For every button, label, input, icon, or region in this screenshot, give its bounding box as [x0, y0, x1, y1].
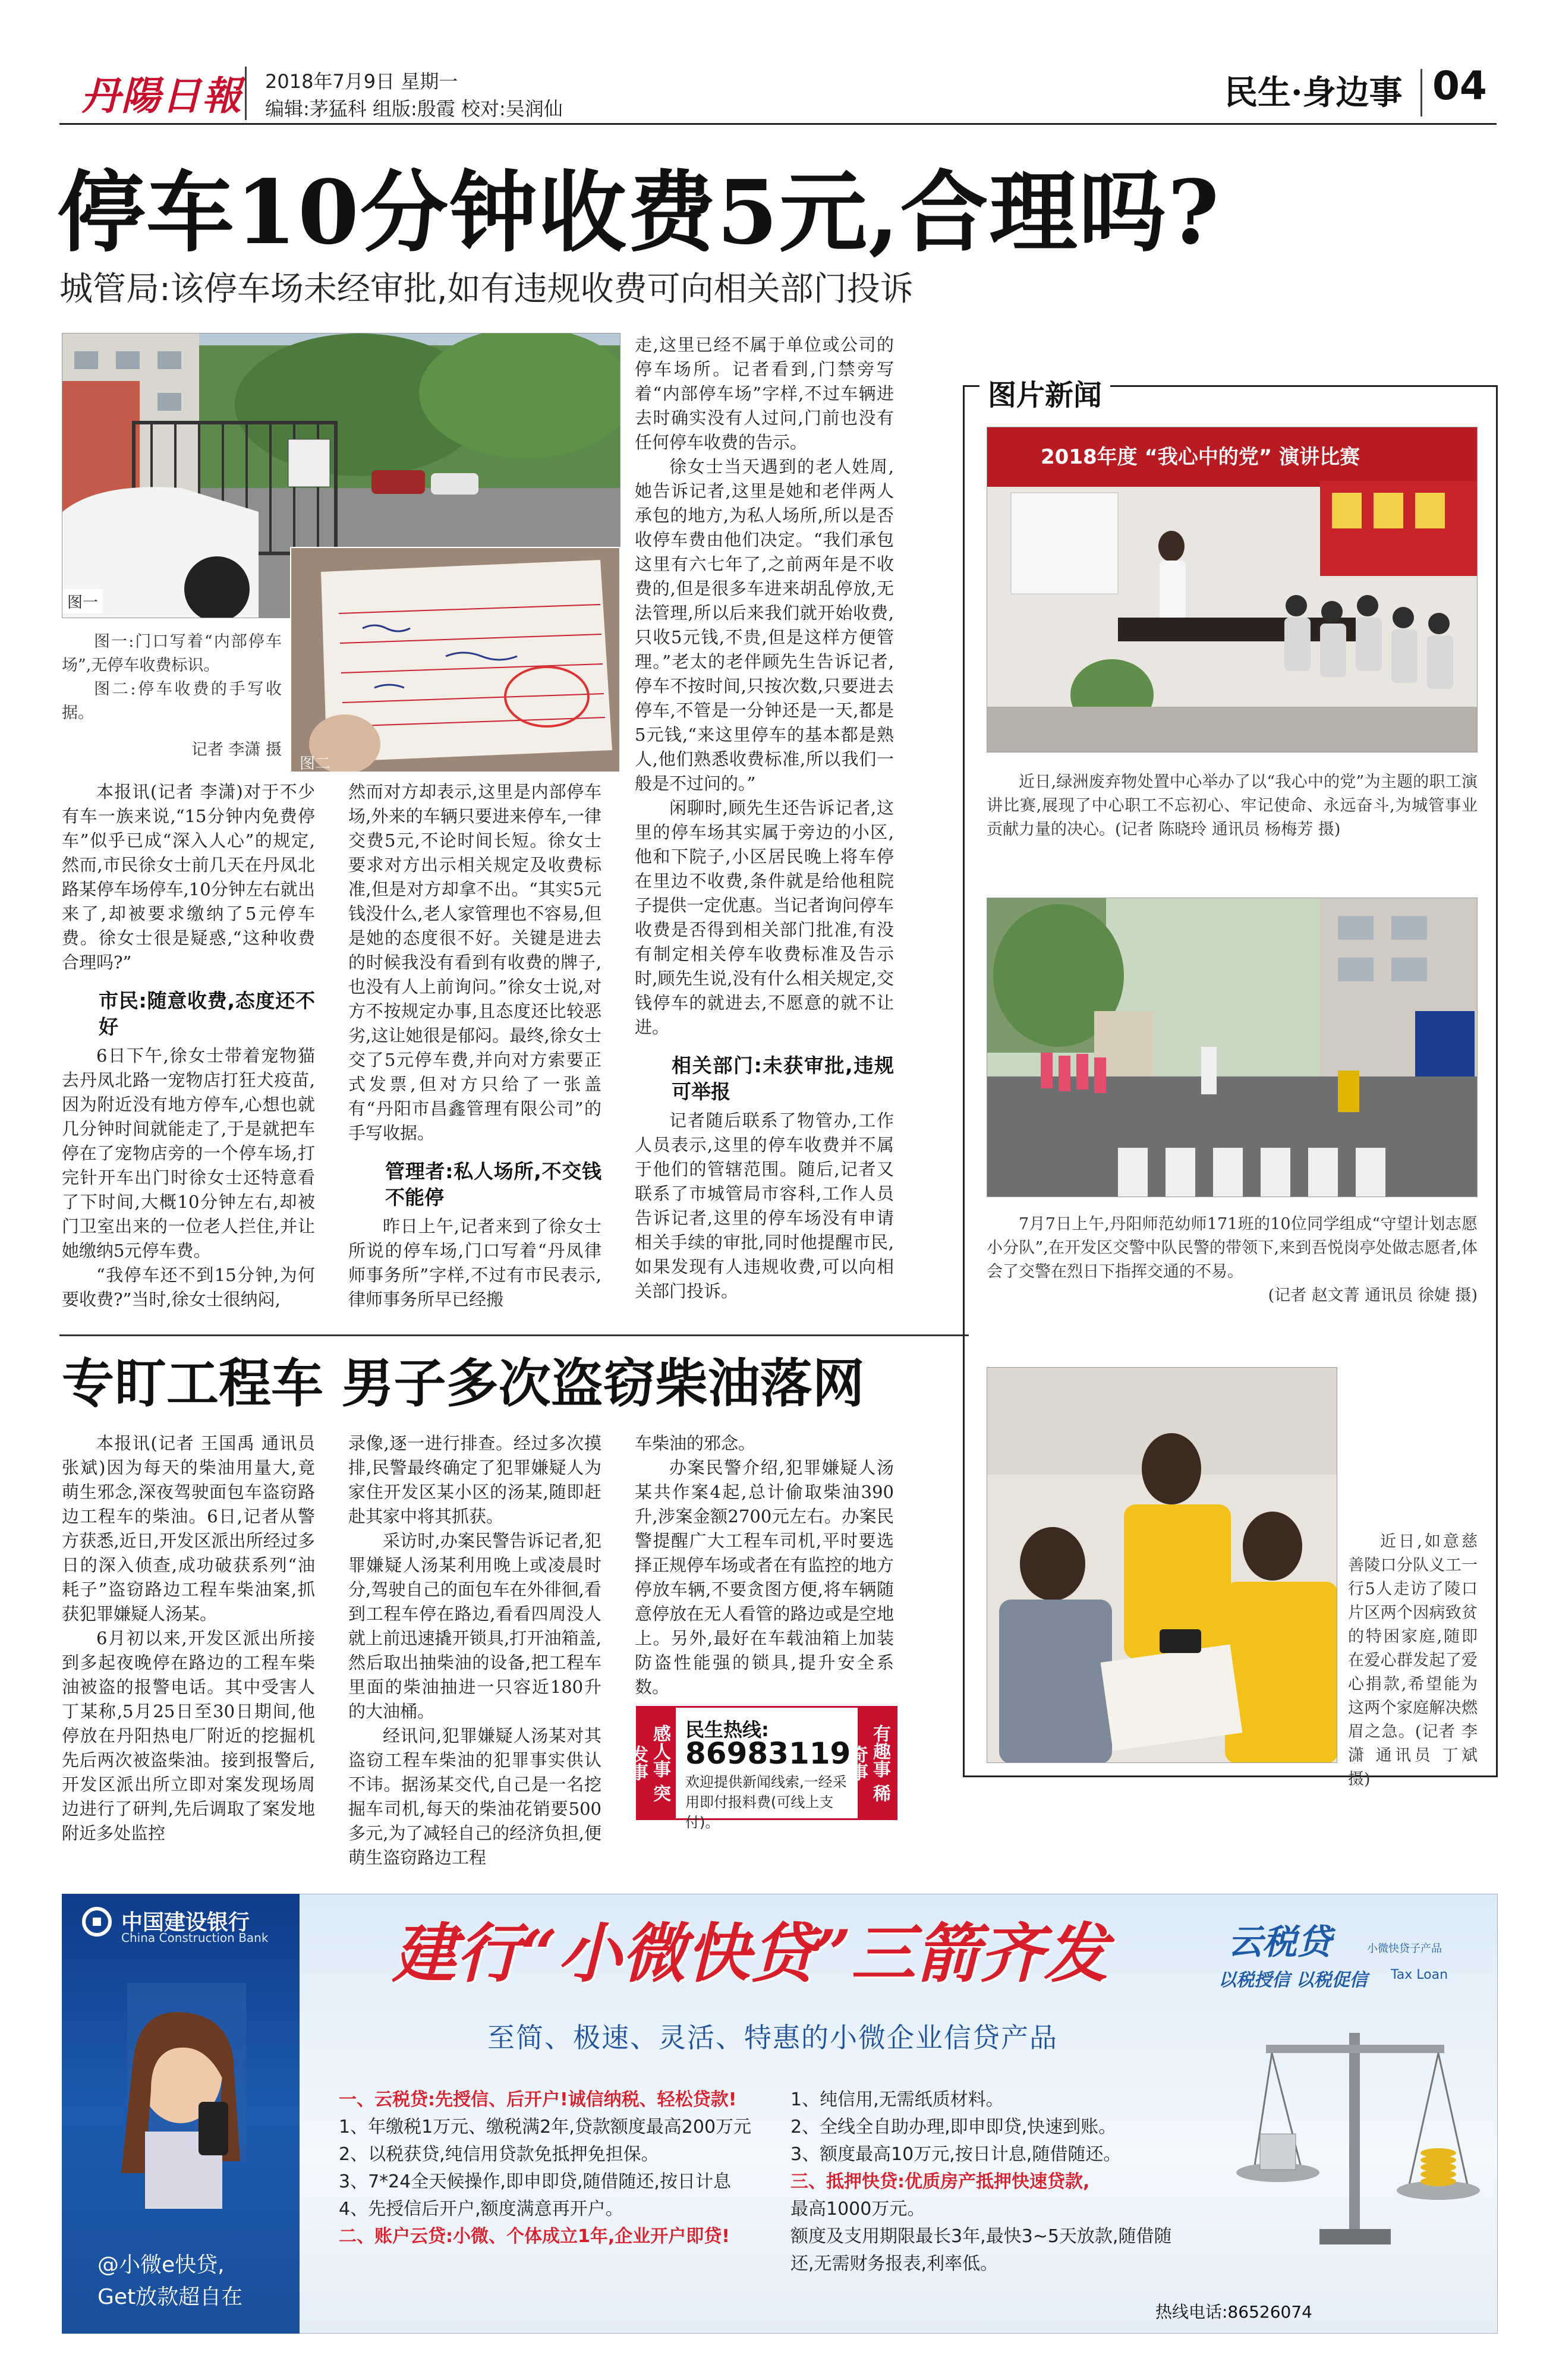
- article-paragraph: 6日下午,徐女士带着宠物猫去丹凤北路一宠物店打狂犬疫苗,因为附近没有地方停车,心想也就几分钟时间就能走了,于是就把车停在了宠物店旁的一个停车场,打完针开车出门时徐女士还特意看了下时间,大概10分钟左右,却被门卫室出来的一位老人拦住,并让她缴纳5元停车费。: [62, 1046, 315, 1261]
- figure-2-caption: 图二:停车收费的手写收据。: [62, 680, 282, 722]
- article-paragraph: 采访时,办案民警告诉记者,犯罪嫌疑人汤某利用晚上或凌晨时分,驾驶自己的面包车在外徘徊,看到工程车停在路边,看看四周没人就上前迅速撬开锁具,打开油箱盖,然后取出抽柴油的设备,把工程车里面的柴油抽进一只容近180升的大油桶。: [348, 1531, 601, 1721]
- article-paragraph: 办案民警介绍,犯罪嫌疑人汤某共作案4起,总计偷取柴油390升,涉案金额2700元左右。办案民警提醒广大工程车司机,平时要选择正规停车场或者在有监控的地方停放车辆,不要贪图方便,将车辆随意停放在无人看管的路边或是空地上。另外,最好在车载油箱上加装防盗性能强的锁具,提升安全系数。: [635, 1457, 894, 1697]
- figure-2-receipt-photo: [290, 547, 620, 773]
- ad-list-item: 一、云税贷:先授信、后开户!诚信纳税、轻松贷款!: [339, 2089, 737, 2110]
- article-paragraph: 本报讯(记者 王国禹 通讯员 张斌)因为每天的柴油用量大,竟萌生邪念,深夜驾驶面包车盗窃路边工程车的柴油。6日,记者从警方获悉,近日,开发区派出所经过多日的深入侦查,成功破获系列“油耗子”盗窃路边工程车柴油案,抓获犯罪嫌疑人汤某。: [62, 1433, 315, 1624]
- hotline-number: 86983119: [685, 1736, 851, 1771]
- article-paragraph: “我停车还不到15分钟,为何要收费?”当时,徐女士很纳闷,: [62, 1265, 315, 1309]
- article-paragraph: 车柴油的邪念。: [635, 1433, 756, 1453]
- ad-list-item: 三、抵押快贷:优质房产抵押快速贷款,: [790, 2171, 1090, 2192]
- balance-scale-illustration: [1218, 2021, 1492, 2271]
- story2-column-1: [62, 1431, 315, 1846]
- story2-top-rule: [59, 1334, 969, 1336]
- hotline-box: [627, 1706, 897, 1831]
- story2-column-2: [348, 1431, 601, 1870]
- ad-list-item: 1、纯信用,无需纸质材料。: [790, 2089, 1004, 2110]
- photo-news-title: 图片新闻: [979, 372, 1110, 413]
- ad-product-tag: 小微快贷子产品: [1367, 1943, 1442, 1955]
- figure-1-label: 图一: [62, 589, 103, 613]
- hotline-title: 民生热线:: [685, 1718, 769, 1741]
- lead-photo-captions: [62, 630, 282, 762]
- article-paragraph: 昨日上午,记者来到了徐女士所说的停车场,门口写着“丹凤律师事务所”字样,不过有市民表示,律师事务所早已经搬: [348, 1216, 601, 1309]
- article-paragraph: 录像,逐一进行排查。经过多次摸排,民警最终确定了犯罪嫌疑人为家住开发区某小区的汤某,随即赶赴其家中将其抓获。: [348, 1433, 601, 1526]
- speech-contest-illustration: [987, 427, 1478, 753]
- story2-column-3: [635, 1431, 894, 1699]
- caption-2-credit: (记者 赵文菁 通讯员 徐婕 摄): [1268, 1286, 1478, 1305]
- newspaper-logo: 丹陽日報: [81, 73, 242, 119]
- ad-list-item: 4、先授信后开户,额度满意再开户。: [339, 2199, 623, 2220]
- article-paragraph: 然而对方却表示,这里是内部停车场,外来的车辆只要进来停车,一律交费5元,不论时间长短。徐女士要求对方出示相关规定及收费标准,但是对方却拿不出。“其实5元钱没什么,老人家管理也不容易,但是她的态度很不好。关键是进去的时候我没有看到有收费的牌子,也没有人上前询问。”徐女士说,对方不按规定办事,且态度还比较恶劣,这让她很是郁闷。最终,徐女士交了5元停车费,并向对方索要正式发票,但对方只给了一张盖有“丹阳市昌鑫管理有限公司”的手写收据。: [348, 782, 601, 1143]
- ad-subline: 至简、极速、灵活、特惠的小微企业信贷产品: [487, 2022, 1058, 2054]
- subheading: 管理者:私人场所,不交钱不能停: [385, 1160, 601, 1209]
- masthead: [0, 0, 1556, 125]
- caption-3-text: 近日,如意慈善陵口分队义工一行5人走访了陵口片区两个因病致贫的特困家庭,随即在爱心群发起了爱心捐款,希望能为这两个家庭解决燃眉之急。(记者 李潇 通讯员 丁斌 摄): [1348, 1532, 1478, 1789]
- ad-list-item: 2、全线全自助办理,即申即贷,快速到账。: [790, 2117, 1117, 2137]
- article-paragraph: 徐女士当天遇到的老人姓周,她告诉记者,这里是她和老伴两人承包的地方,为私人场所,所以是否收停车费由他们决定。“我们承包这里有六七年了,之前两年是不收费的,但是很多车进来胡乱停放,无法管理,所以后来我们就开始收费,只收5元钱,不贵,但是这样方便管理。”老太的老伴顾先生告诉记者,停车不按时间,只按次数,只要进去停车,不管是一分钟还是一天,都是5元钱,“来这里停车的基本都是熟人,他们熟悉收费标准,所以我们一般是不过问的。”: [635, 457, 894, 794]
- ad-headline: 建行“小微快贷”三箭齐发: [392, 1916, 1108, 1991]
- ad-right-list: [790, 2086, 1183, 2278]
- photo-news-caption-1: [987, 770, 1478, 842]
- article-paragraph: 本报讯(记者 李潇)对于不少有车一族来说,“15分钟内免费停车”似乎已成“深入人心”的规定,然而,市民徐女士前几天在丹凤北路某停车场停车,10分钟左右就出来了,却被要求缴纳了5元停车费。徐女士很是疑惑,“这种收费合理吗?”: [62, 782, 315, 972]
- article-paragraph: 经讯问,犯罪嫌疑人汤某对其盗窃工程车柴油的犯罪事实供认不讳。据汤某交代,自己是一名挖掘车司机,每天的柴油花销要500多元,为了减轻自己的经济负担,便萌生盗窃路边工程: [348, 1726, 601, 1868]
- woman-with-phone-illustration: [103, 1983, 258, 2209]
- traffic-volunteers-illustration: [987, 898, 1478, 1197]
- photo-news-image-2: [987, 898, 1478, 1197]
- ad-list-item: 2、以税获贷,纯信用贷款免抵押免担保。: [339, 2144, 659, 2165]
- lead-column-1: [62, 780, 315, 1312]
- figure-2-label: 图二: [300, 755, 331, 773]
- photo-news-image-3: [987, 1367, 1337, 1763]
- masthead-rule: [59, 123, 1497, 125]
- masthead-divider: [245, 67, 247, 120]
- ad-promo-line-1: @小微e快贷,: [97, 2253, 225, 2277]
- article-paragraph: 走,这里已经不属于单位或公司的停车场所。记者看到,门禁旁写着“内部停车场”字样,不过车辆进去时确实没有人过问,门前也没有任何停车收费的告示。: [635, 335, 894, 452]
- article-paragraph: 闲聊时,顾先生还告诉记者,这里的停车场其实属于旁边的小区,他和下院子,小区居民晚上将车停在里边不收费,条件就是给他租院子提供一定优惠。当记者询问停车收费是否得到相关部门批准,有没有制定相关停车收费标准及告示时,顾先生说,没有什么相关规定,交钱停车的就进去,不愿意的就不让进。: [635, 798, 894, 1037]
- hotline-right-tag: 有趣事 稀奇事: [858, 1708, 896, 1818]
- hotline-left-tag: 感人事 突发事: [638, 1708, 676, 1818]
- ad-product-name: 云税贷: [1228, 1922, 1332, 1962]
- ad-product-en: Tax Loan: [1391, 1967, 1448, 1982]
- photo-news-caption-3: [1348, 1530, 1478, 1792]
- section-divider: [1420, 69, 1422, 117]
- ad-list-item: 3、7*24全天候操作,即申即贷,随借随还,按日计息: [339, 2171, 731, 2192]
- figure-credit: 记者 李潇 摄: [191, 741, 282, 759]
- editors-line: 编辑:茅猛科 组版:殷霞 校对:吴润仙: [265, 97, 563, 120]
- hotline-description: 欢迎提供新闻线索,一经采用即付报料费(可线上支付)。: [685, 1774, 847, 1831]
- lead-headline: 停车10分钟收费5元,合理吗?: [57, 160, 1221, 264]
- ccb-logo-icon: [82, 1907, 112, 1937]
- ad-promo-line-2: Get放款超自在: [97, 2285, 243, 2309]
- date-line: 2018年7月9日 星期一: [265, 70, 458, 93]
- receipt-illustration: [291, 548, 620, 773]
- photo-news-caption-2: [987, 1213, 1478, 1308]
- story2-headline: 专盯工程车 男子多次盗窃柴油落网: [62, 1352, 865, 1414]
- ad-list-item: 1、年缴税1万元、缴税满2年,贷款额度最高200万元: [339, 2117, 752, 2137]
- subheading: 市民:随意收费,态度还不好: [99, 989, 315, 1038]
- page-number: 04: [1432, 63, 1487, 109]
- ccb-name-en: China Construction Bank: [121, 1931, 269, 1945]
- ad-product-subline: 以税授信 以税促信: [1218, 1970, 1368, 1991]
- ad-hotline: 热线电话:86526074: [1155, 2302, 1312, 2322]
- article-paragraph: 6月初以来,开发区派出所接到多起夜晚停在路边的工程车柴油被盗的报警电话。其中受害人丁某称,5月25日至30日期间,他停放在丹阳热电厂附近的挖掘机先后两次被盗柴油。接到报警后,开发区派出所立即对案发现场周边进行了研判,先后调取了案发地附近多处监控: [62, 1628, 315, 1843]
- lead-subhead: 城管局:该停车场未经审批,如有违规收费可向相关部门投诉: [59, 270, 914, 308]
- ad-list-item: 3、额度最高10万元,按日计息,随借随还。: [790, 2144, 1122, 2165]
- lead-column-2: [348, 780, 601, 1312]
- caption-1-text: 近日,绿洲废弃物处置中心举办了以“我心中的党”为主题的职工演讲比赛,展现了中心职工不忘初心、牢记使命、永远奋斗,为城管事业贡献力量的决心。(记者 陈晓玲 通讯员 杨梅芳 摄): [987, 773, 1478, 839]
- caption-2-text: 7月7日上午,丹阳师范幼师171班的10位同学组成“守望计划志愿小分队”,在开发区交警中队民警的带领下,来到吾悦岗亭处做志愿者,体会了交警在烈日下指挥交通的不易。: [987, 1215, 1478, 1281]
- volunteer-visit-illustration: [987, 1368, 1337, 1763]
- ccb-name-cn: 中国建设银行: [121, 1910, 250, 1935]
- section-title: 民生·身边事: [1224, 73, 1403, 112]
- figure-1-caption: 图一:门口写着“内部停车场”,无停车收费标识。: [62, 632, 282, 675]
- ad-list-item: 最高1000万元。: [790, 2199, 925, 2220]
- ad-list-item: 额度及支用期限最长3年,最快3~5天放款,随借随还,无需财务报表,利率低。: [790, 2226, 1172, 2274]
- ad-list-item: 二、账户云贷:小微、个体成立1年,企业开户即贷!: [339, 2226, 730, 2247]
- ad-left-banner: [62, 1894, 300, 2334]
- subheading: 相关部门:未获审批,违规可举报: [672, 1054, 894, 1103]
- article-paragraph: 记者随后联系了物管办,工作人员表示,这里的停车收费并不属于他们的管辖范围。随后,记者又联系了市城管局市容科,工作人员告诉记者,这里的停车场没有申请相关手续的审批,同时他提醒市民,如果发现有人违规收费,可以向相关部门投诉。: [635, 1110, 894, 1301]
- lead-column-3: [635, 333, 894, 1304]
- ad-left-list: [339, 2086, 767, 2250]
- contest-banner-text: 2018年度 “我心中的党” 演讲比赛: [1041, 445, 1360, 469]
- photo-news-image-1: [987, 427, 1478, 753]
